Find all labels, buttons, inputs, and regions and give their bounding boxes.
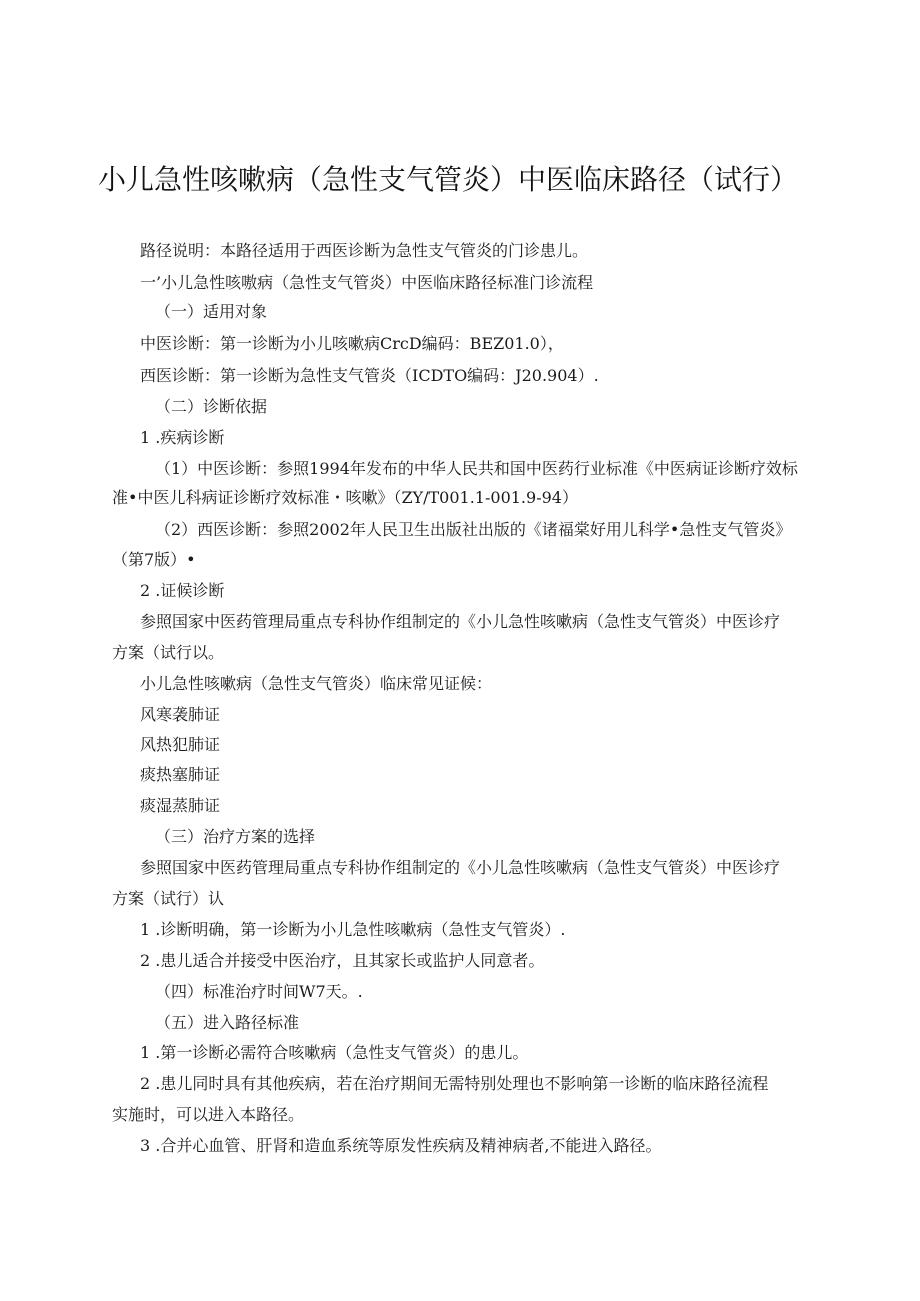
text-line: 中医诊断：第一诊断为小儿咳嗽病CrcD编码：BEZ01.0）， [140, 334, 564, 353]
list-item: 风寒袭肺证 [140, 705, 221, 724]
list-item: 痰湿蒸肺证 [140, 796, 221, 815]
text-line: 1 .诊断明确，第一诊断为小儿急性咳嗽病（急性支气管炎）. [140, 920, 566, 939]
text-line: 小儿急性咳嗽病（急性支气管炎）临床常见证候： [140, 674, 493, 693]
text-line: 一’小儿急性咳嗷病（急性支气管炎）中医临床路径标准门诊流程 [140, 273, 594, 292]
text-line: 方案（试行）认 [112, 889, 225, 908]
section-heading: （五）进入路径标准 [155, 1013, 300, 1032]
list-item: 痰热塞肺证 [140, 765, 221, 784]
text-line: 2 .患儿适合并接受中医治疗，且其家长或监护人同意者。 [140, 951, 545, 970]
text-line: 方案（试行以。 [112, 643, 225, 662]
text-line: 路径说明：本路径适用于西医诊断为急性支气管炎的门诊患儿。 [140, 241, 589, 260]
text-line: 2 .患儿同时具有其他疾病，若在治疗期间无需特别处理也不影响第一诊断的临床路径流程 [140, 1074, 769, 1093]
section-heading: （三）治疗方案的选择 [155, 827, 316, 846]
text-line: 2 .证候诊断 [140, 581, 225, 600]
section-heading: （一）适用对象 [155, 302, 268, 321]
text-line: （第7版）• [112, 550, 196, 569]
document-title: 小儿急性咳嗽病（急性支气管炎）中医临床路径（试行） [98, 163, 799, 196]
text-line: 实施时，可以进入本路径。 [112, 1105, 305, 1124]
text-line: （2）西医诊断：参照2002年人民卫生出版社出版的《诸福棠好用儿科学•急性支气管炎》 [155, 520, 792, 539]
text-line: （1）中医诊断：参照1994年发布的中华人民共和国中医药行业标准《中医病证诊断疗效标 [155, 459, 798, 478]
text-line: 参照国家中医药管理局重点专科协作组制定的《小儿急性咳嗽病（急性支气管炎）中医诊疗 [140, 858, 781, 877]
text-line: 1 .疾病诊断 [140, 428, 225, 447]
text-line: 西医诊断：第一诊断为急性支气管炎（ICDTO编码：J20.904）. [140, 366, 599, 385]
text-line: 准•中医儿科病证诊断疗效标准・咳嗽》（ZY/T001.1-001.9-94） [112, 488, 578, 507]
text-line: 3 .合并心血管、肝肾和造血系统等原发性疾病及精神病者,不能进入路径。 [140, 1136, 662, 1155]
text-line: 1 .第一诊断必需符合咳嗽病（急性支气管炎）的患儿。 [140, 1043, 529, 1062]
section-heading: （四）标准治疗时间W7天。. [155, 982, 363, 1001]
text-line: 参照国家中医药管理局重点专科协作组制定的《小儿急性咳嗽病（急性支气管炎）中医诊疗 [140, 612, 781, 631]
list-item: 风热犯肺证 [140, 735, 221, 754]
section-heading: （二）诊断依据 [155, 397, 268, 416]
